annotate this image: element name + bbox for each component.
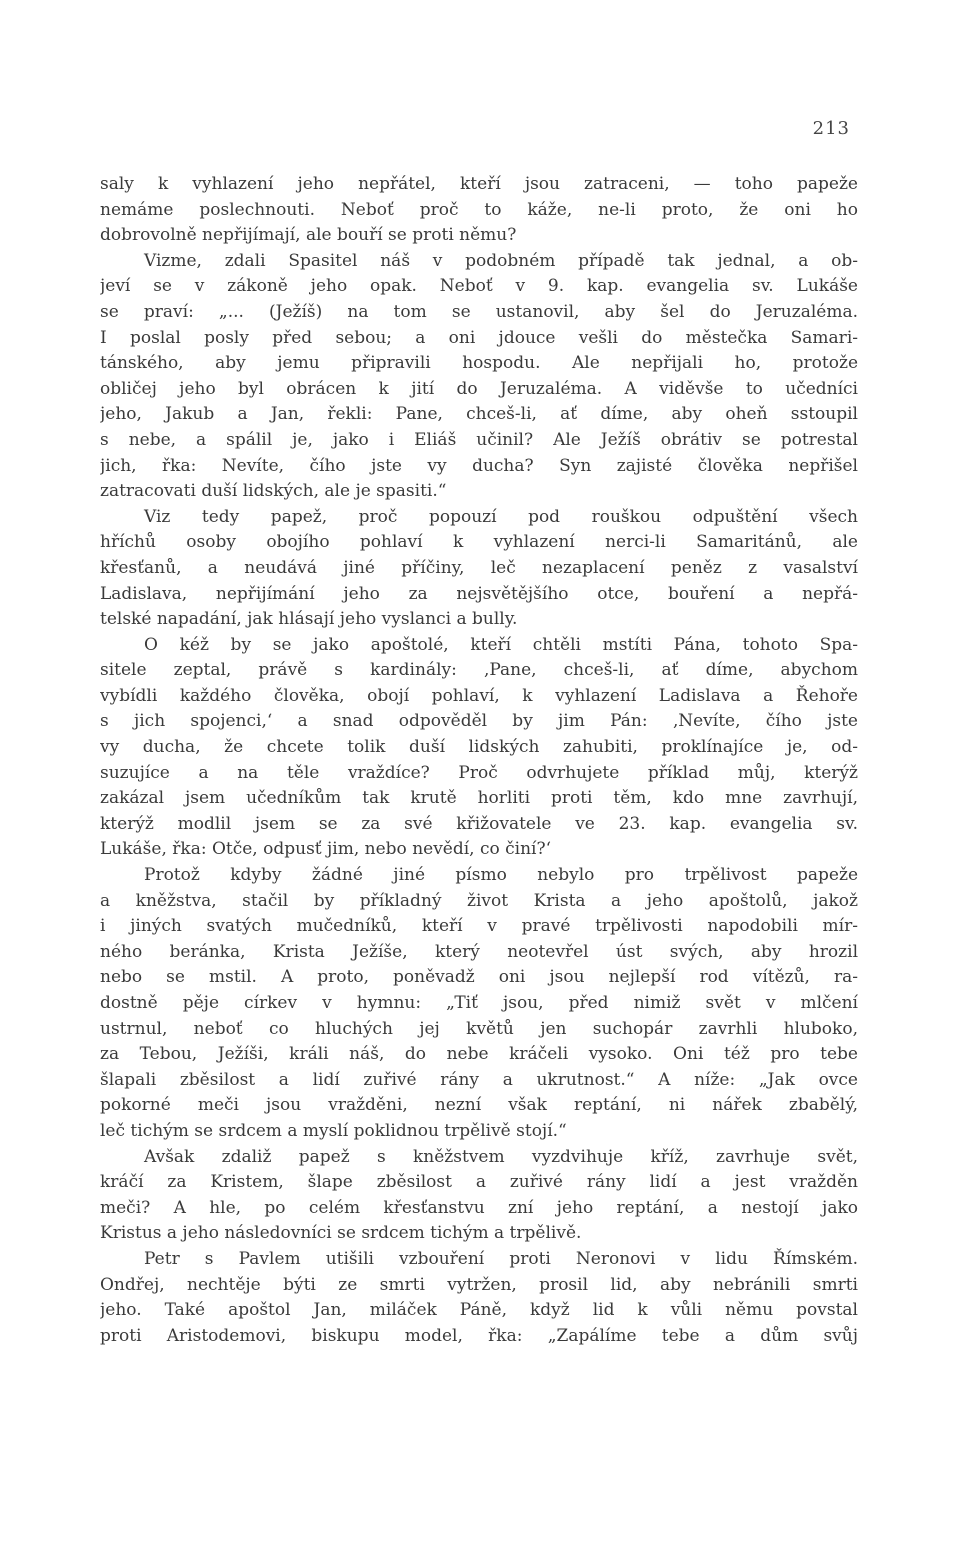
text-line: obličej jeho byl obrácen k jití do Jeruzaléma. A viděvše to učedníci [100, 378, 858, 399]
text-line: telské napadání, jak hlásají jeho vyslanci a bully. [100, 609, 518, 630]
text-line: zakázal jsem učedníkům tak krutě horliti proti těm, kdo mne zavrhují, [100, 788, 858, 809]
text-line: pokorné meči jsou vražděni, nezní však reptání, ni nářek zbabělý, [100, 1095, 858, 1116]
text-line: ného beránka, Krista Ježíše, který neotevřel úst svých, aby hrozil [100, 941, 858, 962]
text-line: nemáme poslechnouti. Neboť proč to káže, ne-li proto, že oni ho [100, 199, 858, 220]
text-line: šlapali zběsilost a lidí zuřivé rány a ukrutnost.“ A níže: „Jak ovce [100, 1069, 858, 1090]
text-line: Petr s Pavlem utišili vzbouření proti Neronovi v lidu Římském. [144, 1248, 858, 1269]
text-line: s jich spojenci,‘ a snad odpověděl by jim Pán: ‚Nevíte, čího jste [100, 711, 858, 732]
text-line: i jiných svatých mučedníků, kteří v pravé trpělivosti napodobili mír- [100, 916, 858, 937]
text-line: dostně pěje církev v hymnu: „Tiť jsou, před nimiž svět v mlčení [100, 993, 858, 1013]
text-line: kráčí za Kristem, šlape zběsilost a zuřivé rány lidí a jest vražděn [100, 1172, 858, 1193]
text-line: kterýž modlil jsem se za své křižovatele ve 23. kap. evangelia sv. [100, 813, 858, 834]
text-line: tánského, aby jemu připravili hospodu. Ale nepřijali ho, protože [100, 353, 858, 374]
text-line: vybídli každého člověka, obojí pohlaví, k vyhlazení Ladislava a Řehoře [100, 685, 858, 706]
body-text [100, 172, 858, 1349]
text-line: jeho. Také apoštol Jan, miláček Páně, když lid k vůli němu povstal [100, 1300, 858, 1321]
text-line: za Tebou, Ježíši, králi náš, do nebe kráčeli vysoko. Oni též pro tebe [100, 1044, 858, 1065]
page-number: 213 [812, 118, 850, 139]
text-line: leč tichým se srdcem a myslí poklidnou trpělivě stojí.“ [100, 1120, 567, 1141]
paragraph [100, 1145, 858, 1247]
text-line: Vizme, zdali Spasitel náš v podobném případě tak jednal, a ob- [144, 250, 858, 271]
text-line: jeví se v zákoně jeho opak. Neboť v 9. kap. evangelia sv. Lukáše [100, 276, 858, 297]
paragraph [100, 1247, 858, 1349]
paragraph [100, 172, 858, 249]
text-line: Kristus a jeho následovníci se srdcem tichým a trpělivě. [100, 1223, 582, 1244]
text-line: O kéž by se jako apoštolé, kteří chtěli mstíti Pána, tohoto Spa- [144, 634, 858, 655]
text-line: vy ducha, že chcete tolik duší lidských zahubiti, proklínajíce je, od- [100, 737, 858, 758]
text-line: křesťanů, a neudává jiné příčiny, leč nezaplacení peněz z vasalství [100, 557, 858, 578]
text-line: dobrovolně nepřijímají, ale bouří se proti němu? [100, 225, 517, 246]
text-line: Ladislava, nepřijímání jeho za nejsvětějšího otce, bouření a nepřá- [100, 583, 858, 604]
text-line: Protož kdyby žádné jiné písmo nebylo pro trpělivost papeže [144, 865, 858, 886]
text-line: ustrnul, neboť co hluchých jej květů jen suchopár zavrhli hluboko, [100, 1018, 858, 1039]
text-line: I poslal posly před sebou; a oni jdouce vešli do městečka Samari- [100, 327, 858, 348]
text-line: Ondřej, nechtěje býti ze smrti vytržen, prosil lid, aby nebránili smrti [100, 1274, 858, 1295]
text-line: a kněžstva, stačil by příkladný život Krista a jeho apoštolů, jakož [100, 890, 858, 911]
text-line: se praví: „... (Ježíš) na tom se ustanovil, aby šel do Jeruzaléma. [100, 301, 858, 322]
text-line: Viz tedy papež, proč popouzí pod rouškou odpuštění všech [144, 506, 858, 527]
paragraph [100, 505, 858, 633]
text-line: saly k vyhlazení jeho nepřátel, kteří jsou zatraceni, — toho papeže [100, 174, 858, 194]
text-line: s nebe, a spálil je, jako i Eliáš učinil? Ale Ježíš obrátiv se potrestal [100, 429, 858, 450]
text-line: nebo se mstil. A proto, poněvadž oni jsou nejlepší rod vítězů, ra- [100, 967, 858, 988]
text-line: jich, řka: Nevíte, čího jste vy ducha? Syn zajisté člověka nepřišel [100, 455, 858, 476]
paragraph [100, 249, 858, 505]
text-line: Lukáše, řka: Otče, odpusť jim, nebo nevědí, co činí?‘ [100, 839, 552, 860]
text-line: meči? A hle, po celém křesťanstvu zní jeho reptání, a nestojí jako [100, 1197, 858, 1218]
text-line: sitele zeptal, právě s kardinály: ‚Pane, chceš-li, ať díme, abychom [100, 660, 858, 681]
text-line: zatracovati duší lidských, ale je spasiti.“ [100, 481, 447, 502]
text-line: proti Aristodemovi, biskupu model, řka: „Zapálíme tebe a dům svůj [100, 1325, 858, 1346]
paragraph [100, 633, 858, 863]
text-line: hříchů osoby obojího pohlaví k vyhlazení nerci-li Samaritánů, ale [100, 532, 858, 553]
text-line: Avšak zdaliž papež s kněžstvem vyzdvihuje kříž, zavrhuje svět, [144, 1146, 858, 1167]
paragraph [100, 863, 858, 1145]
text-line: suzujíce a na těle vraždíce? Proč odvrhujete příklad můj, kterýž [100, 762, 858, 783]
text-line: jeho, Jakub a Jan, řekli: Pane, chceš-li, ať díme, aby oheň sstoupil [100, 404, 858, 425]
